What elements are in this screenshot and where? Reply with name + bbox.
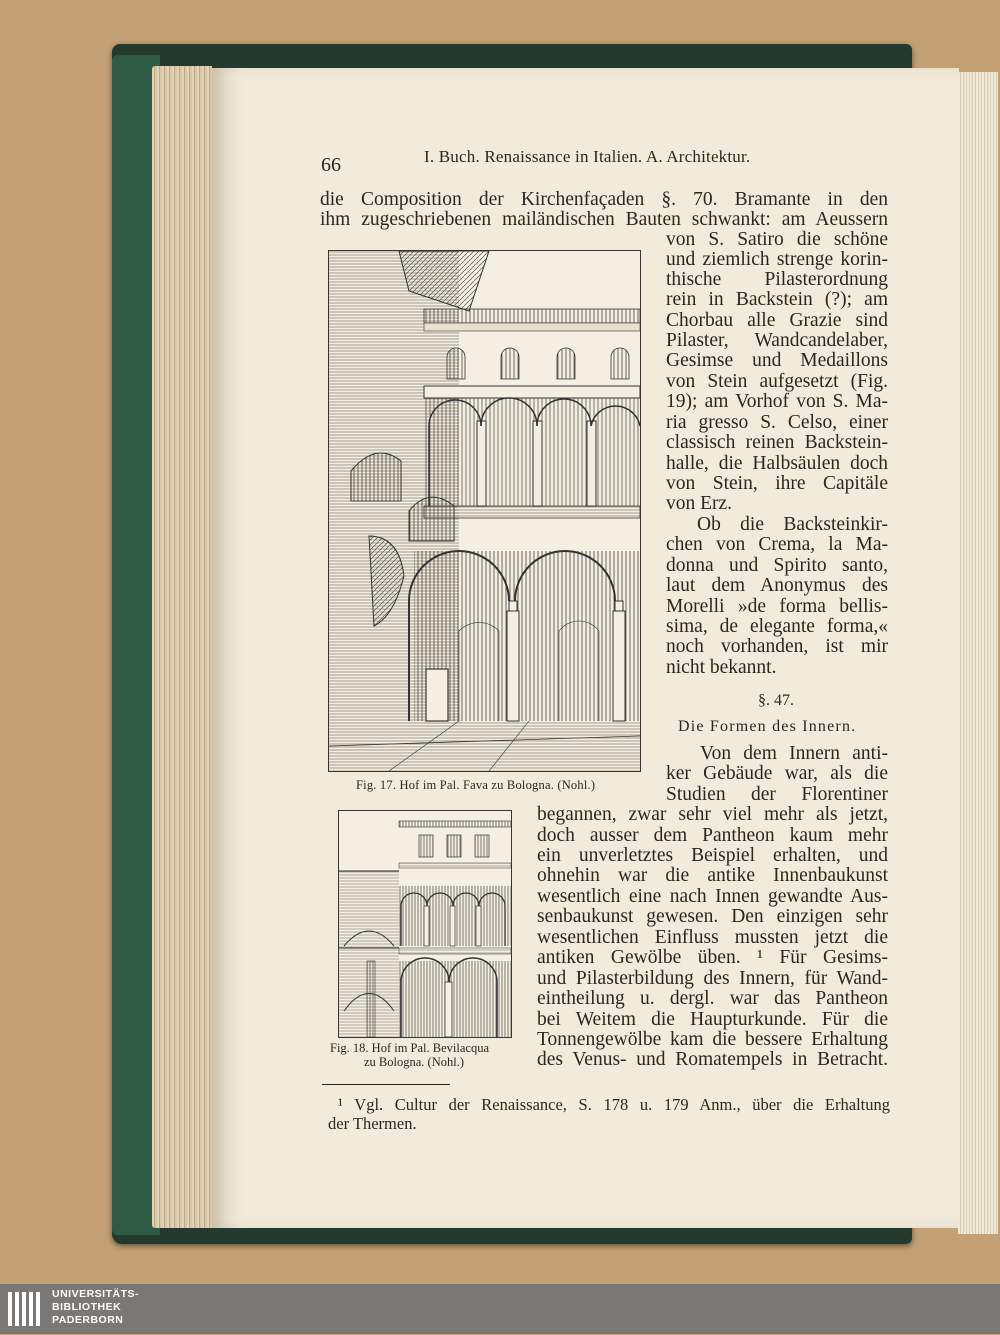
text-line: Ob die Backsteinkir- — [697, 515, 888, 535]
text-line: von Stein aufgesetzt (Fig. — [666, 372, 888, 392]
figure-17-caption: Fig. 17. Hof im Pal. Fava zu Bologna. (Nohl.) — [356, 778, 596, 792]
page-edges-right — [958, 72, 998, 1234]
figure-18-caption-line1: Fig. 18. Hof im Pal. Bevilacqua — [330, 1041, 490, 1055]
text-line: classisch reinen Backstein- — [666, 433, 888, 453]
text-line: antiken Gewölbe üben. ¹ Für Gesims- — [537, 948, 888, 968]
text-line: ein unverletztes Beispiel erhalten, und — [537, 846, 888, 866]
footnote-line2: der Thermen. — [328, 1114, 417, 1133]
footnote-rule — [322, 1084, 450, 1085]
text-line: doch ausser dem Pantheon kaum mehr — [537, 826, 888, 846]
figure-17-engraving — [328, 250, 641, 772]
text-line: sima, de elegante forma,« — [666, 617, 888, 637]
text-line: eintheilung u. dergl. war das Pantheon — [537, 989, 888, 1009]
text-line: von Stein, ihre Capitäle — [666, 474, 888, 494]
text-line: wesentlich eine nach Innen gewandte Aus- — [537, 887, 888, 907]
text-line: Tonnengewölbe kam die bessere Erhaltung — [537, 1030, 888, 1050]
text-line: senbaukunst gewesen. Den einzigen sehr — [537, 907, 888, 927]
text-line: von S. Satiro die schöne — [666, 230, 888, 250]
text-line: wesentlichen Einfluss mussten jetzt die — [537, 928, 888, 948]
text-line: chen von Crema, la Ma- — [666, 535, 888, 555]
text-line: 19); am Vorhof von S. Ma- — [666, 392, 888, 412]
text-line: noch vorhanden, ist mir — [666, 637, 888, 657]
figure-18-engraving — [338, 810, 512, 1038]
text-line: rein in Backstein (?); am — [666, 290, 888, 310]
text-line: die Composition der Kirchenfaçaden §. 70. Bramante in den — [320, 190, 888, 210]
text-line: Morelli »de forma bellis- — [666, 597, 888, 617]
text-line: Gesimse und Medaillons — [666, 351, 888, 371]
text-line: thische Pilasterordnung — [666, 270, 888, 290]
section-number: §. 47. — [758, 692, 794, 709]
text-line: und Pilasterbildung des Innern, für Wand- — [537, 969, 888, 989]
library-name-line3: PADERBORN — [52, 1314, 124, 1326]
text-line: Studien der Florentiner — [666, 785, 888, 805]
text-line: ria gresso S. Celso, einer — [666, 413, 888, 433]
section-title: Die Formen des Innern. — [678, 718, 857, 735]
text-line: Chorbau alle Grazie sind — [666, 311, 888, 331]
page-number: 66 — [321, 154, 341, 176]
text-line: laut dem Anonymus des — [666, 576, 888, 596]
library-name-line1: UNIVERSITÄTS- — [52, 1288, 140, 1300]
text-line: ker Gebäude war, als die — [666, 764, 888, 784]
text-line: ihm zugeschriebenen mailändischen Bauten schwankt: am Aeussern — [320, 210, 888, 230]
page-edges-left — [152, 66, 212, 1228]
text-line: begannen, zwar sehr viel mehr als jetzt, — [537, 805, 888, 825]
footer-bar — [0, 1284, 1000, 1334]
footnote-line1: ¹ Vgl. Cultur der Renaissance, S. 178 u. 179 Anm., über die Erhaltung — [338, 1095, 890, 1114]
library-name-line2: BIBLIOTHEK — [52, 1301, 122, 1313]
text-line: ohnehin war die antike Innenbaukunst — [537, 866, 888, 886]
text-line: bei Weitem die Haupturkunde. Für die — [537, 1010, 888, 1030]
text-line: nicht bekannt. — [666, 657, 777, 678]
figure-18-caption-line2: zu Bologna. (Nohl.) — [364, 1055, 464, 1069]
running-title: I. Buch. Renaissance in Italien. A. Architektur. — [424, 147, 751, 166]
text-line: donna und Spirito santo, — [666, 556, 888, 576]
text-line: von Erz. — [666, 493, 733, 514]
text-line: und ziemlich strenge korin- — [666, 250, 888, 270]
text-line: halle, die Halbsäulen doch — [666, 454, 888, 474]
text-line: des Venus- und Romatempels in Betracht. — [537, 1050, 888, 1070]
library-logo-icon — [6, 1290, 46, 1335]
text-line: Von dem Innern anti- — [700, 744, 888, 764]
text-line: Pilaster, Wandcandelaber, — [666, 331, 888, 351]
